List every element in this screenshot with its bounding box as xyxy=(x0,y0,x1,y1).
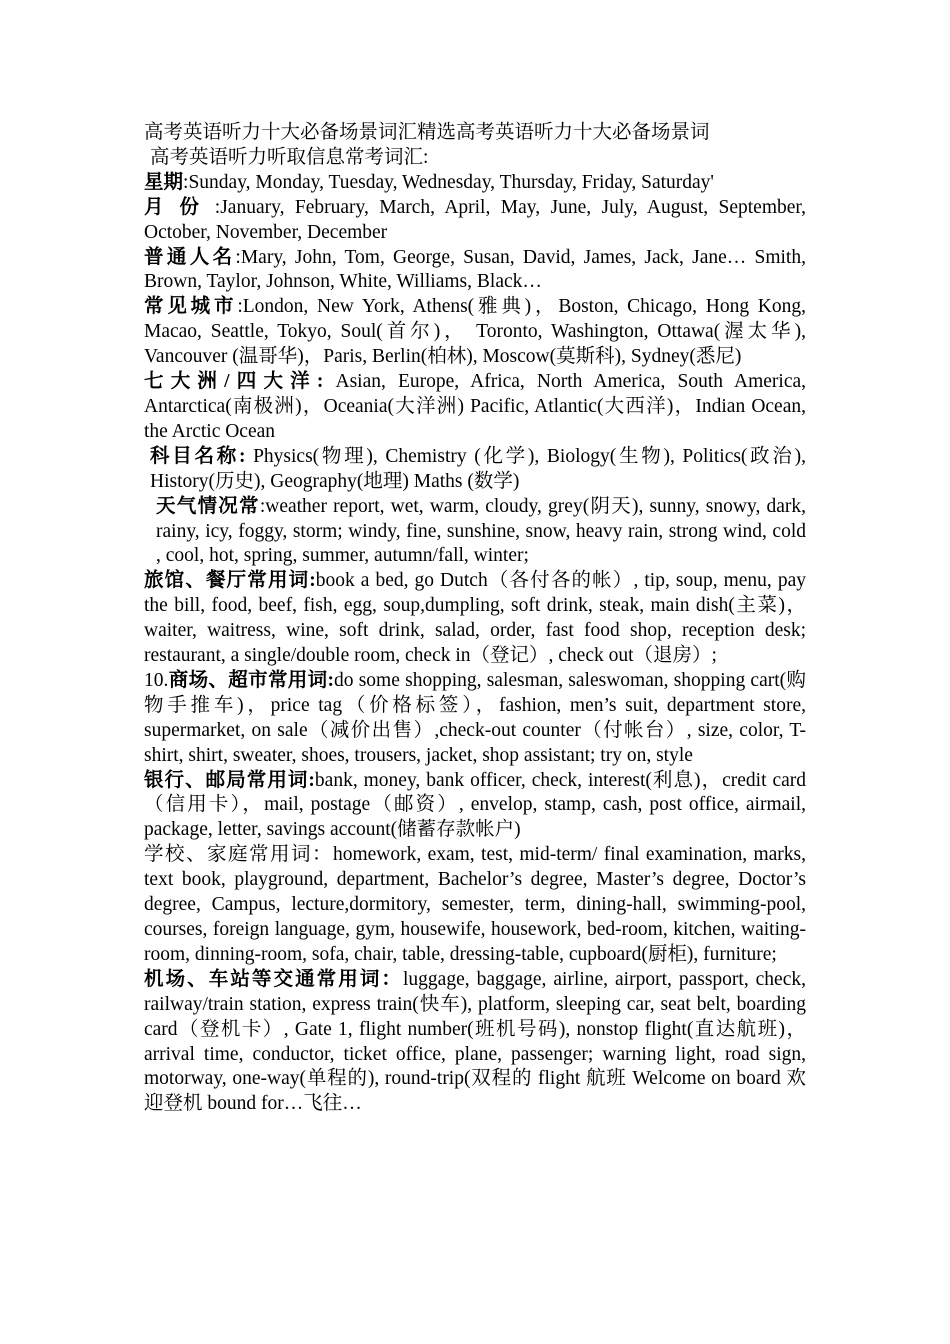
section-text: weather report, wet, warm, cloudy, grey(阴天), sunny, snowy, dark, rainy, icy, foggy, storm; windy, fine, sunshine, snow, heavy rain, strong wind, cold , cool, hot, spring, summer, autumn/fall, winter; xyxy=(156,495,806,567)
section-label: 学校、家庭常用词： xyxy=(144,844,333,866)
section-school-home xyxy=(144,843,806,968)
section-cities xyxy=(144,295,806,370)
section-label: 天气情况常 xyxy=(156,495,260,517)
section-sep xyxy=(323,371,335,392)
section-text: Mary, John, Tom, George, Susan, David, James, Jack, Jane… Smith, Brown, Taylor, Johnson, White, Williams, Black… xyxy=(144,246,806,293)
section-text: Physics(物理), Chemistry (化学), Biology(生物), Politics(政治), History(历史), Geography(地理) Maths (数学) xyxy=(150,445,807,492)
document-body xyxy=(144,121,806,1117)
section-label: 星期 xyxy=(144,171,184,193)
section-weekdays xyxy=(144,171,806,196)
section-number: 10. xyxy=(144,669,169,691)
section-text: London, New York, Athens(雅典)，Boston, Chicago, Hong Kong, Macao, Seattle, Tokyo, Soul(首尔)， Toronto, Washington, Ottawa(渥太华), Vancouver (温哥华)，Paris, Berlin(柏林), Moscow(莫斯科), Sydney(悉尼) xyxy=(144,296,806,368)
section-sep: : xyxy=(235,246,241,268)
section-transport xyxy=(144,968,806,1117)
section-text: luggage, baggage, airline, airport, passport, check, railway/train station, express train(快车), platform, sleeping car, seat belt, boarding card（登机卡）, Gate 1, flight number(班机号码), nonstop flight(直达航班)， arrival time, conductor, ticket office, plane, passenger; warning light, road sign, motorway, one-way(单程的), round-trip(双程的 flight 航班 Welcome on board 欢迎登机 bound for…飞往… xyxy=(144,968,806,1115)
section-text: homework, exam, test, mid-term/ final examination, marks, text book, playground, department, Bachelor’s degree, Master’s degree, Doctor’s degree, Campus, lecture,dormitory, semester, term, dining-hall, swimming-pool, courses, foreign language, gym, housewife, housework, bed-room, kitchen, waiting-room, dinning-room, sofa, chair, table, dressing-table, cupboard(厨柜), furniture; xyxy=(144,844,806,965)
section-label: 月 份 xyxy=(144,196,205,218)
section-bank-post xyxy=(144,769,806,844)
section-shopping xyxy=(144,669,806,769)
section-continents xyxy=(144,370,806,445)
section-text: book a bed, go Dutch（各付各的帐）, tip, soup, menu, pay the bill, food, beef, fish, egg, soup,dumpling, soft drink, steak, main dish(主菜)，waiter, waitress, wine, soft drink, salad, order, fast food shop, reception desk; restaurant, a single/double room, check in（登记）, check out（退房）; xyxy=(144,570,806,667)
section-label: 机场、车站等交通常用词： xyxy=(144,968,404,990)
section-weather xyxy=(144,495,806,570)
section-text: do some shopping, salesman, saleswoman, shopping cart(购物手推车)，price tag（价格标签），fashion, men’s suit, department store, supermarket, on sale（减价出售）,check-out counter（付帐台）, size, color, T-shirt, shirt, sweater, shoes, trousers, jacket, shop assistant; try on, style xyxy=(144,669,806,766)
section-sep xyxy=(245,446,253,467)
document-title: 高考英语听力十大必备场景词汇精选高考英语听力十大必备场景词 xyxy=(144,122,710,143)
section-text: January, February, March, April, May, June, July, August, September, October, November, December xyxy=(144,196,806,243)
section-label: 普通人名 xyxy=(144,246,236,268)
section-label: 科目名称: xyxy=(150,445,246,467)
section-sep: : xyxy=(204,196,221,218)
section-months xyxy=(144,196,806,246)
section-subjects xyxy=(144,445,806,495)
section-label: 常见城市 xyxy=(144,296,238,318)
section-text: Asian, Europe, Africa, North America, South America, Antarctica(南极洲)，Oceania(大洋洲) Pacific, Atlantic(大西洋)，Indian Ocean, the Arctic Ocean xyxy=(144,371,807,442)
section-label: 银行、邮局常用词: xyxy=(144,769,315,791)
section-names xyxy=(144,246,806,296)
section-sep: : xyxy=(237,296,243,318)
section-sep: : xyxy=(259,495,266,517)
document-subtitle: 高考英语听力听取信息常考词汇: xyxy=(150,146,429,168)
section-label: 七大洲/四大洋: xyxy=(144,371,324,393)
section-label: 旅馆、餐厅常用词: xyxy=(144,570,316,592)
section-text: Sunday, Monday, Tuesday, Wednesday, Thursday, Friday, Saturday' xyxy=(188,171,714,193)
section-hotel-restaurant xyxy=(144,569,806,669)
section-label: 商场、超市常用词: xyxy=(168,669,334,691)
section-sep: : xyxy=(183,171,189,193)
section-text: bank, money, bank officer, check, interest(利息)，credit card（信用卡），mail, postage（邮资）, envelop, stamp, cash, post office, airmail, package, letter, savings account(储蓄存款帐户) xyxy=(144,769,806,841)
